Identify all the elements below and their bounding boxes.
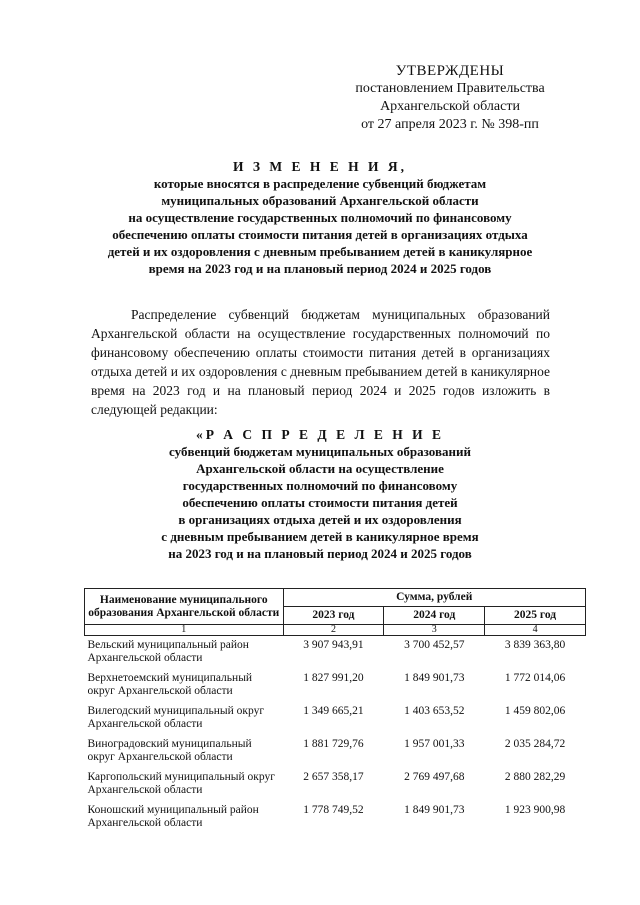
municipality-name: Вилегодский муниципальный округ Архангельской области [87, 705, 265, 730]
approval-stamp [320, 62, 580, 134]
municipality-name: Виноградовский муниципальный округ Архангельской области [87, 738, 252, 763]
column-header-year: 2025 год [485, 607, 586, 625]
amount-2024: 3 700 452,57 [404, 639, 465, 651]
distribution-title-line: Архангельской области на осуществление [196, 461, 444, 476]
municipality-name: Коношский муниципальный район Архангельской области [87, 804, 259, 829]
municipality-name: Вельский муниципальный район Архангельской области [87, 639, 249, 664]
amount-2025: 2 035 284,72 [504, 738, 566, 750]
amount-2024: 1 849 901,73 [404, 672, 465, 684]
changes-title-heading: И З М Е Н Е Н И Я, [232, 159, 407, 174]
column-number: 4 [485, 625, 586, 636]
amount-2023: 1 827 991,20 [303, 672, 364, 684]
column-number: 2 [283, 625, 384, 636]
municipality-name: Каргопольский муниципальный округ Архангельской области [87, 771, 275, 796]
table-row [85, 669, 586, 702]
approval-line: постановлением Правительства [355, 81, 545, 96]
column-header-year: 2023 год [283, 607, 384, 625]
amount-2024: 1 957 001,33 [404, 738, 465, 750]
distribution-title-line: государственных полномочий по финансовому [182, 478, 458, 493]
distribution-title-heading: «Р А С П Р Е Д Е Л Е Н И Е [195, 427, 445, 442]
changes-title-line: которые вносятся в распределение субвенций бюджетам [153, 176, 487, 191]
intro-paragraph [91, 305, 550, 419]
table-row [85, 702, 586, 735]
distribution-title-line: на 2023 год и на плановый период 2024 и 2025 годов [168, 546, 472, 561]
amount-2023: 2 657 358,17 [303, 771, 364, 783]
amount-2025: 1 923 900,98 [504, 804, 566, 816]
changes-title-line: время на 2023 год и на плановый период 2024 и 2025 годов [148, 261, 492, 276]
distribution-title-line: обеспечению оплаты стоимости питания детей [182, 495, 458, 510]
column-header-name: Наименование муниципального образования Архангельской области [85, 589, 284, 625]
approval-line: Архангельской области [380, 99, 520, 114]
distribution-title [84, 426, 556, 562]
distribution-title-line: в организациях отдыха детей и их оздоровления [178, 512, 462, 527]
amount-2025: 3 839 363,80 [504, 639, 566, 651]
table-row [85, 636, 586, 670]
amount-2024: 1 849 901,73 [404, 804, 465, 816]
amount-2023: 1 349 665,21 [303, 705, 364, 717]
changes-title-line: на осуществление государственных полномочий по финансовому [128, 210, 512, 225]
intro-text: Распределение субвенций бюджетам муниципальных образований Архангельской области на осуществление государственных полномочий по финансовому обеспечению оплаты стоимости питания детей в организациях отдыха детей и их оздоровления с дневным пребыванием детей в каникулярное время на 2023 год и на плановый период 2024 и 2025 годов изложить в следующей редакции: [91, 307, 550, 417]
amount-2024: 1 403 653,52 [404, 705, 465, 717]
amount-2023: 1 881 729,76 [303, 738, 364, 750]
subvention-table [84, 588, 586, 834]
changes-title-line: обеспечению оплаты стоимости питания детей в организациях отдыха [112, 227, 528, 242]
column-header-year: 2024 год [384, 607, 485, 625]
column-number: 1 [85, 625, 284, 636]
column-header-sum: Сумма, рублей [283, 589, 585, 607]
table-row [85, 768, 586, 801]
changes-title-line: детей и их оздоровления с дневным пребыванием детей в каникулярное [107, 244, 533, 259]
amount-2023: 3 907 943,91 [303, 639, 364, 651]
amount-2023: 1 778 749,52 [303, 804, 364, 816]
column-number: 3 [384, 625, 485, 636]
table-row [85, 801, 586, 834]
amount-2025: 1 772 014,06 [504, 672, 566, 684]
distribution-title-line: субвенций бюджетам муниципальных образований [169, 444, 471, 459]
municipality-name: Верхнетоемский муниципальный округ Архангельской области [87, 672, 253, 697]
table-row [85, 735, 586, 768]
distribution-title-line: с дневным пребыванием детей в каникулярное время [161, 529, 479, 544]
amount-2024: 2 769 497,68 [404, 771, 465, 783]
changes-title-line: муниципальных образований Архангельской области [161, 193, 479, 208]
amount-2025: 2 880 282,29 [504, 771, 566, 783]
amount-2025: 1 459 802,06 [504, 705, 566, 717]
changes-title [84, 158, 556, 277]
approval-line: от 27 апреля 2023 г. № 398-пп [361, 117, 539, 132]
approval-heading: УТВЕРЖДЕНЫ [395, 63, 505, 79]
